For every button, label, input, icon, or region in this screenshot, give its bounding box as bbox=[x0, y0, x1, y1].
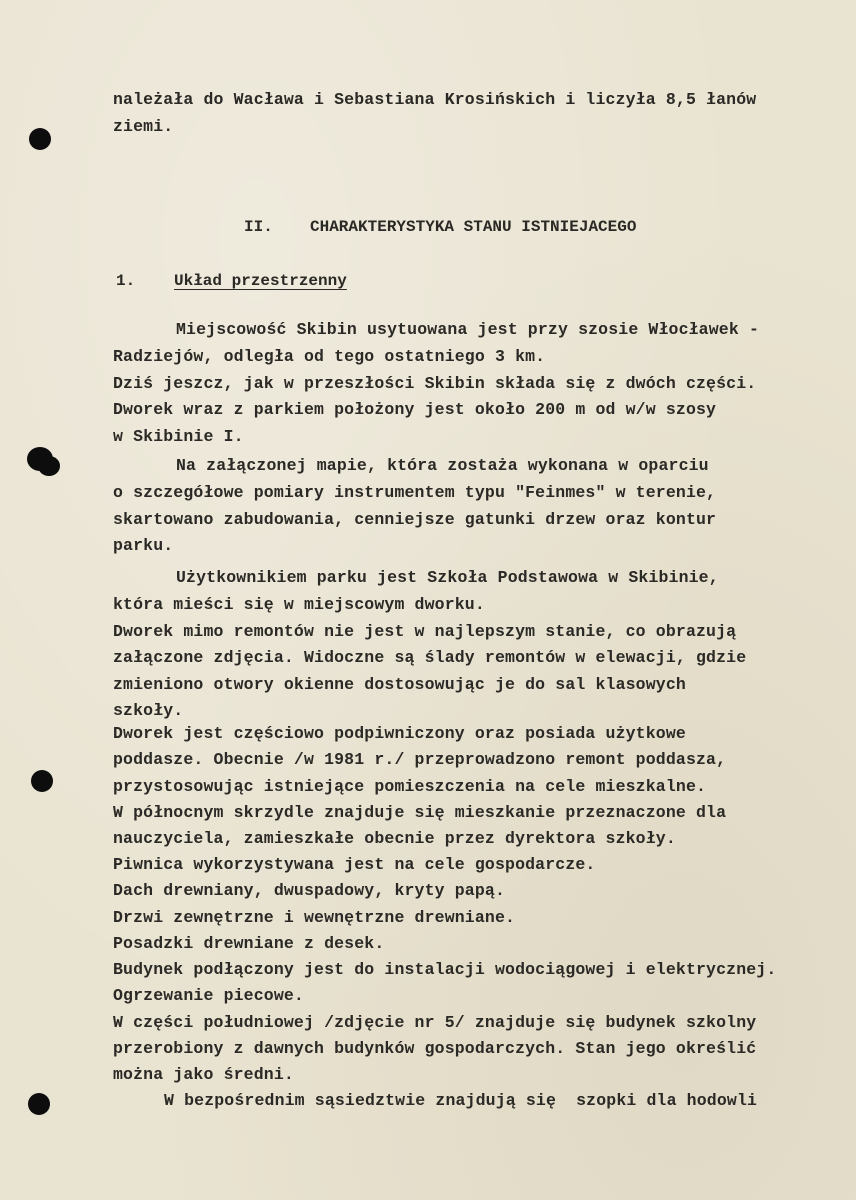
text-line: przystosowując istniejące pomieszczenia na cele mieszkalne. bbox=[113, 777, 707, 796]
text-line: o szczegółowe pomiary instrumentem typu "Feinmes" w terenie, bbox=[113, 483, 717, 502]
text-line: która mieści się w miejscowym dworku. bbox=[113, 595, 485, 614]
text-line: Miejscowość Skibin usytuowana jest przy szosie Włocławek - bbox=[176, 320, 759, 339]
text-line: ziemi. bbox=[113, 117, 174, 136]
punch-hole bbox=[31, 770, 53, 792]
text-line: Dworek wraz z parkiem położony jest około 200 m od w/w szosy bbox=[113, 400, 717, 419]
text-line: W północnym skrzydle znajduje się mieszkanie przeznaczone dla bbox=[113, 803, 727, 822]
section-title: CHARAKTERYSTYKA STANU ISTNIEJACEGO bbox=[310, 218, 637, 236]
text-line: przerobiony z dawnych budynków gospodarczych. Stan jego określić bbox=[113, 1039, 757, 1058]
text-line: należała do Wacława i Sebastiana Krosińskich i liczyła 8,5 łanów bbox=[113, 90, 757, 109]
text-line: załączone zdjęcia. Widoczne są ślady remontów w elewacji, gdzie bbox=[113, 648, 747, 667]
text-line: nauczyciela, zamieszkałe obecnie przez dyrektora szkoły. bbox=[113, 829, 676, 848]
subsection-title: Układ przestrzenny bbox=[174, 272, 347, 290]
text-line: skartowano zabudowania, cenniejsze gatunki drzew oraz kontur bbox=[113, 510, 717, 529]
punch-hole bbox=[28, 1093, 50, 1115]
text-line: parku. bbox=[113, 536, 174, 555]
text-line: W bezpośrednim sąsiedztwie znajdują się szopki dla hodowli bbox=[164, 1091, 758, 1110]
text-line: Radziejów, odległa od tego ostatniego 3 km. bbox=[113, 347, 546, 366]
text-line: szkoły. bbox=[113, 701, 184, 720]
text-line: w Skibinie I. bbox=[113, 427, 244, 446]
text-line: Na załączonej mapie, która zostaża wykonana w oparciu bbox=[176, 456, 709, 475]
text-line: Budynek podłączony jest do instalacji wodociągowej i elektrycznej. bbox=[113, 960, 777, 979]
text-line: zmieniono otwory okienne dostosowując je do sal klasowych bbox=[113, 675, 686, 694]
text-line: Dziś jeszcz, jak w przeszłości Skibin składa się z dwóch części. bbox=[113, 374, 757, 393]
punch-hole bbox=[38, 456, 60, 476]
text-line: Użytkownikiem parku jest Szkoła Podstawowa w Skibinie, bbox=[176, 568, 719, 587]
text-line: Posadzki drewniane z desek. bbox=[113, 934, 385, 953]
text-line: Dworek mimo remontów nie jest w najlepszym stanie, co obrazują bbox=[113, 622, 737, 641]
text-line: Ogrzewanie piecowe. bbox=[113, 986, 304, 1005]
text-line: można jako średni. bbox=[113, 1065, 294, 1084]
text-line: Drzwi zewnętrzne i wewnętrzne drewniane. bbox=[113, 908, 516, 927]
text-line: W części południowej /zdjęcie nr 5/ znajduje się budynek szkolny bbox=[113, 1013, 757, 1032]
text-line: Dach drewniany, dwuspadowy, kryty papą. bbox=[113, 881, 506, 900]
section-number: II. bbox=[244, 218, 273, 236]
text-line: Dworek jest częściowo podpiwniczony oraz posiada użytkowe bbox=[113, 724, 686, 743]
text-line: Piwnica wykorzystywana jest na cele gospodarcze. bbox=[113, 855, 596, 874]
punch-hole bbox=[29, 128, 51, 150]
text-line: poddasze. Obecnie /w 1981 r./ przeprowadzono remont poddasza, bbox=[113, 750, 727, 769]
subsection-number: 1. bbox=[116, 272, 136, 290]
